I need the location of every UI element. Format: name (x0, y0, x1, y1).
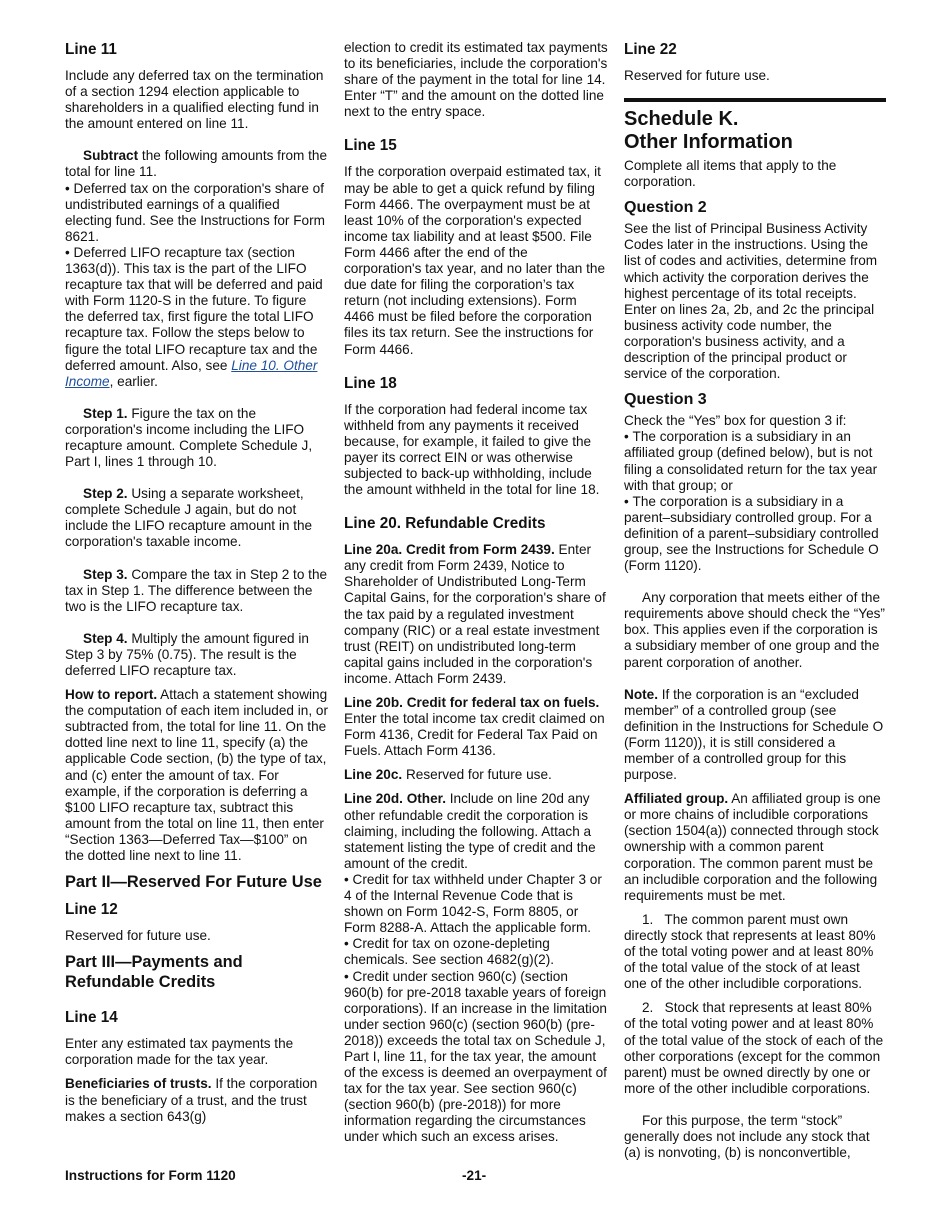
bullet-deferred-tax: • Deferred tax on the corporation's share of undistributed earnings of a qualified electing fund. See the Instructions for Form 8621. (65, 181, 328, 245)
line22-text: Reserved for future use. (624, 68, 770, 83)
line18-text: If the corporation had federal income tax withheld from any payments it received because, for example, it failed to give the payer its correct EIN or was otherwise subjected to back-up withholding, include the amount withheld in the total for line 18. (344, 401, 600, 498)
column-middle (344, 40, 608, 1146)
schedule-intro: Complete all items that apply to the corporation. (624, 158, 837, 190)
question2-heading: Question 2 (624, 199, 707, 217)
step3: Step 3. Compare the tax in Step 2 to the tax in Step 1. The difference between the two is the LIFO recapture tax. (65, 566, 328, 614)
column-left (65, 40, 328, 1133)
any-corporation-para: Any corporation that meets either of the requirements above should check the “Yes” box. This applies even if the corporation is a subsidiary member of one group and the parent corporation of another. (624, 590, 885, 670)
bullet-ozone: • Credit for tax on ozone-depleting chemicals. See section 4682(g)(2). (344, 936, 608, 968)
line22-heading: Line 22 (624, 41, 677, 58)
note-para: Note. If the corporation is an “excluded member” of a controlled group (see definition in the Instructions for Schedule O (Form 1120)), it is still considered a member of a controlled group for this purpose. (624, 686, 884, 783)
line20c: Line 20c. Reserved for future use. (344, 767, 552, 783)
requirement-1: 1. The common parent must own directly stock that represents at least 80% of the total voting power and at least 80% of the total value of the stock of at least one of the other includible corporations. (624, 911, 880, 992)
q3-bullet-controlled: • The corporation is a subsidiary in a parent–subsidiary controlled group. For a definition of a parent–subsidiary controlled group, see the Instructions for Schedule O (Form 1120). (624, 494, 886, 574)
step4: Step 4. Multiply the amount figured in Step 3 by 75% (0.75). The result is the deferred LIFO recapture tax. (65, 630, 309, 678)
line20a: Line 20a. Credit from Form 2439. Enter any credit from Form 2439, Notice to Shareholder of Undistributed Long-Term Capital Gains, for the corporation's share of the tax paid by a regulated investment company (RIC) or a real estate investment trust (REIT) on undistributed long-term capital gains included in the corporation's income. Attach Form 2439. (344, 542, 606, 686)
page-number: -21- (462, 1168, 487, 1183)
line14-heading: Line 14 (65, 1009, 118, 1027)
bullet-chapter3: • Credit for tax withheld under Chapter 3 or 4 of the Internal Revenue Code that is shown on Form 1042-S, Form 8805, or Form 8288-A. Attach the applicable form. (344, 872, 608, 936)
line20d: Line 20d. Other. Include on line 20d any other refundable credit the corporation is claiming, including the following. Attach a statement listing the type of credit and the amount of the credit. (344, 791, 596, 871)
footer-form-title: Instructions for Form 1120 (65, 1168, 236, 1183)
line11-heading: Line 11 (65, 41, 117, 58)
line20-heading: Line 20. Refundable Credits (344, 515, 546, 533)
schedule-k-title: Schedule K. Other Information (624, 108, 793, 154)
step2: Step 2. Using a separate worksheet, complete Schedule J again, but do not include the LIFO recapture amount in the corporation's taxable income. (65, 486, 313, 550)
line11-intro: Include any deferred tax on the termination of a section 1294 election applicable to shareholders in a qualified electing fund in the amount entered on line 11. (65, 68, 324, 132)
part3-heading: Part III—Payments and Refundable Credits (65, 953, 243, 992)
step1: Step 1. Figure the tax on the corporation's income including the LIFO recapture amount. Complete Schedule J, Part I, lines 1 through 10. (65, 405, 313, 470)
requirement-2: 2. Stock that represents at least 80% of the total voting power and at least 80% of the total value of the stock of each of the other corporations (except for the common parent) must be owned directly by one or more of the other includible corporations. (624, 1000, 887, 1096)
line14-text: Enter any estimated tax payments the corporation made for the tax year. (65, 1036, 294, 1068)
q3-bullet-affiliated: • The corporation is a subsidiary in an affiliated group (defined below), but is not filing a consolidated return for the tax year with that group; or (624, 429, 886, 493)
how-to-report: How to report. Attach a statement showing the computation of each item included in, or subtracted from, the total for line 11. On the dotted line next to line 11, specify (a) the applicable Code section, (b) the type of tax, and (c) enter the amount of tax. For example, if the corporation is deferring a $100 LIFO recapture tax, subtract this amount from the total on line 11, then enter “Section 1363—Deferred Tax—$100” on the dotted line next to line 11. (65, 687, 328, 864)
question2-text: See the list of Principal Business Activity Codes later in the instructions. Using the list of codes and activities, determine from which activity the corporation derives the highest percentage of its total receipts. Enter on lines 2a, 2b, and 2c the principal business activity code number, the corporation's business activity, and a description of the principal product or service of the corporation. (624, 221, 878, 382)
line20b: Line 20b. Credit for federal tax on fuels. Enter the total income tax credit claimed on Form 4136, Credit for Federal Tax Paid on Fuels. Attach Form 4136. (344, 695, 605, 759)
question3-intro: Check the “Yes” box for question 3 if: (624, 413, 847, 429)
part2-heading: Part II—Reserved For Future Use (65, 873, 322, 892)
beneficiaries-para: Beneficiaries of trusts. If the corporation is the beneficiary of a trust, and the trust makes a section 643(g) (65, 1076, 318, 1124)
schedule-k-section (624, 98, 886, 154)
line15-heading: Line 15 (344, 137, 397, 155)
line12-text: Reserved for future use. (65, 928, 211, 944)
line10-link[interactable]: Line 10. Other Income (65, 357, 318, 389)
line12-heading: Line 12 (65, 901, 118, 919)
continued-text: election to credit its estimated tax payments to its beneficiaries, include the corporation's share of the payment in the total for line 14. Enter “T” and the amount on the dotted line next to the entry space. (344, 40, 608, 120)
subtract-para: Subtract the following amounts from the total for line 11. (65, 148, 328, 180)
affiliated-group-para: Affiliated group. An affiliated group is one or more chains of includible corporations (section 1504(a)) connected through stock ownership with a common parent corporation. The common parent must be an includible corporation and the following requirements must be met. (624, 791, 881, 903)
line18-heading: Line 18 (344, 374, 397, 392)
stock-definition-para: For this purpose, the term “stock” generally does not include any stock that (a) is nonvoting, (b) is nonconvertible, (624, 1112, 870, 1161)
column-right (624, 40, 886, 1169)
line15-text: If the corporation overpaid estimated tax, it may be able to get a quick refund by filing Form 4466. The overpayment must be at least 10% of the corporation's expected income tax liability and at least $500. File Form 4466 after the end of the corporation's tax year, and no later than the due date for filing the corporation’s tax return (not including extensions). Form 4466 must be filed before the corporation files its tax return. See the instructions for Form 4466. (344, 164, 606, 357)
bullet-960c: • Credit under section 960(c) (section 960(b) for pre-2018 taxable years of foreign corporations). If an increase in the limitation under section 960(c) (section 960(b) (pre-2018)) exceeds the total tax on Schedule J, Part I, line 11, for the tax year, the amount of the excess is deemed an overpayment of tax for the tax year. See section 960(c) (section 960(b) (pre-2018)) for more information regarding the circumstances under which such an excess arises. (344, 969, 608, 1146)
question3-heading: Question 3 (624, 391, 707, 409)
bullet-lifo: • Deferred LIFO recapture tax (section 1363(d)). This tax is the part of the LIFO recapture tax that will be deferred and paid with Form 1120-S in the future. To figure the deferred tax, first figure the total LIFO recapture tax. Follow the steps below to figure the total LIFO recapture tax and the deferred amount. Also, see Line 10. Other Income, earlier. (65, 245, 328, 390)
